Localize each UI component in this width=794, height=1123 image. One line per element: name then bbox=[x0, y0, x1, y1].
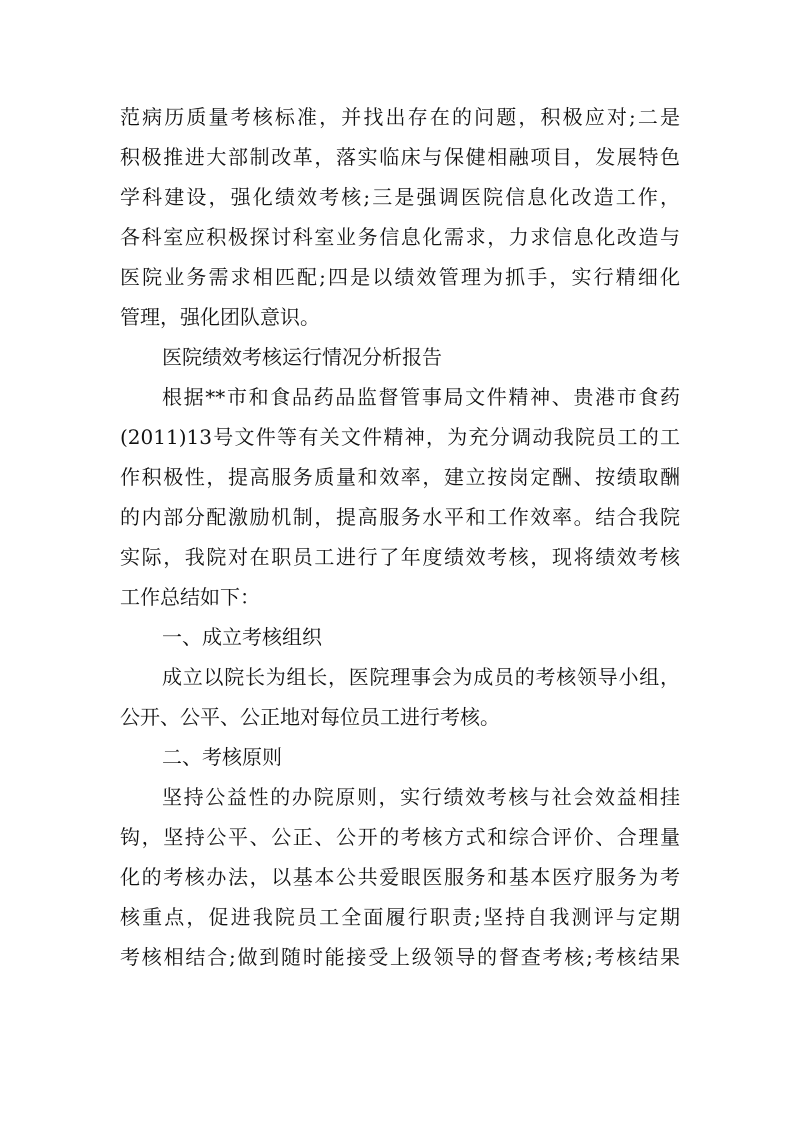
body-text-line: 工作总结如下： bbox=[120, 585, 260, 609]
body-text-line: 坚持公益性的办院原则，实行绩效考核与社会效益相挂 bbox=[162, 785, 680, 809]
body-text-line: 考核相结合;做到随时能接受上级领导的督查考核;考核结果 bbox=[120, 945, 680, 969]
body-text-line: 的内部分配激励机制，提高服务水平和工作效率。结合我院 bbox=[120, 505, 680, 529]
body-text-line: (2011)13号文件等有关文件精神，为充分调动我院员工的工 bbox=[120, 425, 680, 449]
body-text-line: 化的考核办法，以基本公共爱眼医服务和基本医疗服务为考 bbox=[120, 865, 680, 889]
section-heading: 二、考核原则 bbox=[162, 745, 282, 769]
body-text-line: 管理，强化团队意识。 bbox=[120, 305, 320, 329]
section-title: 医院绩效考核运行情况分析报告 bbox=[162, 345, 442, 369]
body-text-line: 根据**市和食品药品监督管事局文件精神、贵港市食药 bbox=[162, 385, 680, 409]
body-text-line: 钩，坚持公平、公正、公开的考核方式和综合评价、合理量 bbox=[120, 825, 680, 849]
body-text-line: 学科建设，强化绩效考核;三是强调医院信息化改造工作， bbox=[120, 185, 680, 209]
body-text-line: 成立以院长为组长，医院理事会为成员的考核领导小组， bbox=[162, 665, 680, 689]
body-text-line: 公开、公平、公正地对每位员工进行考核。 bbox=[120, 705, 500, 729]
body-text-line: 各科室应积极探讨科室业务信息化需求，力求信息化改造与 bbox=[120, 225, 680, 249]
body-text-line: 作积极性，提高服务质量和效率，建立按岗定酬、按绩取酬 bbox=[120, 465, 680, 489]
body-text-line: 实际，我院对在职员工进行了年度绩效考核，现将绩效考核 bbox=[120, 545, 680, 569]
body-text-line: 范病历质量考核标准，并找出存在的问题，积极应对;二是 bbox=[120, 105, 680, 129]
section-heading: 一、成立考核组织 bbox=[162, 625, 322, 649]
body-text-line: 积极推进大部制改革，落实临床与保健相融项目，发展特色 bbox=[120, 145, 680, 169]
body-text-line: 核重点，促进我院员工全面履行职责;坚持自我测评与定期 bbox=[120, 905, 680, 929]
body-text-line: 医院业务需求相匹配;四是以绩效管理为抓手，实行精细化 bbox=[120, 265, 680, 289]
